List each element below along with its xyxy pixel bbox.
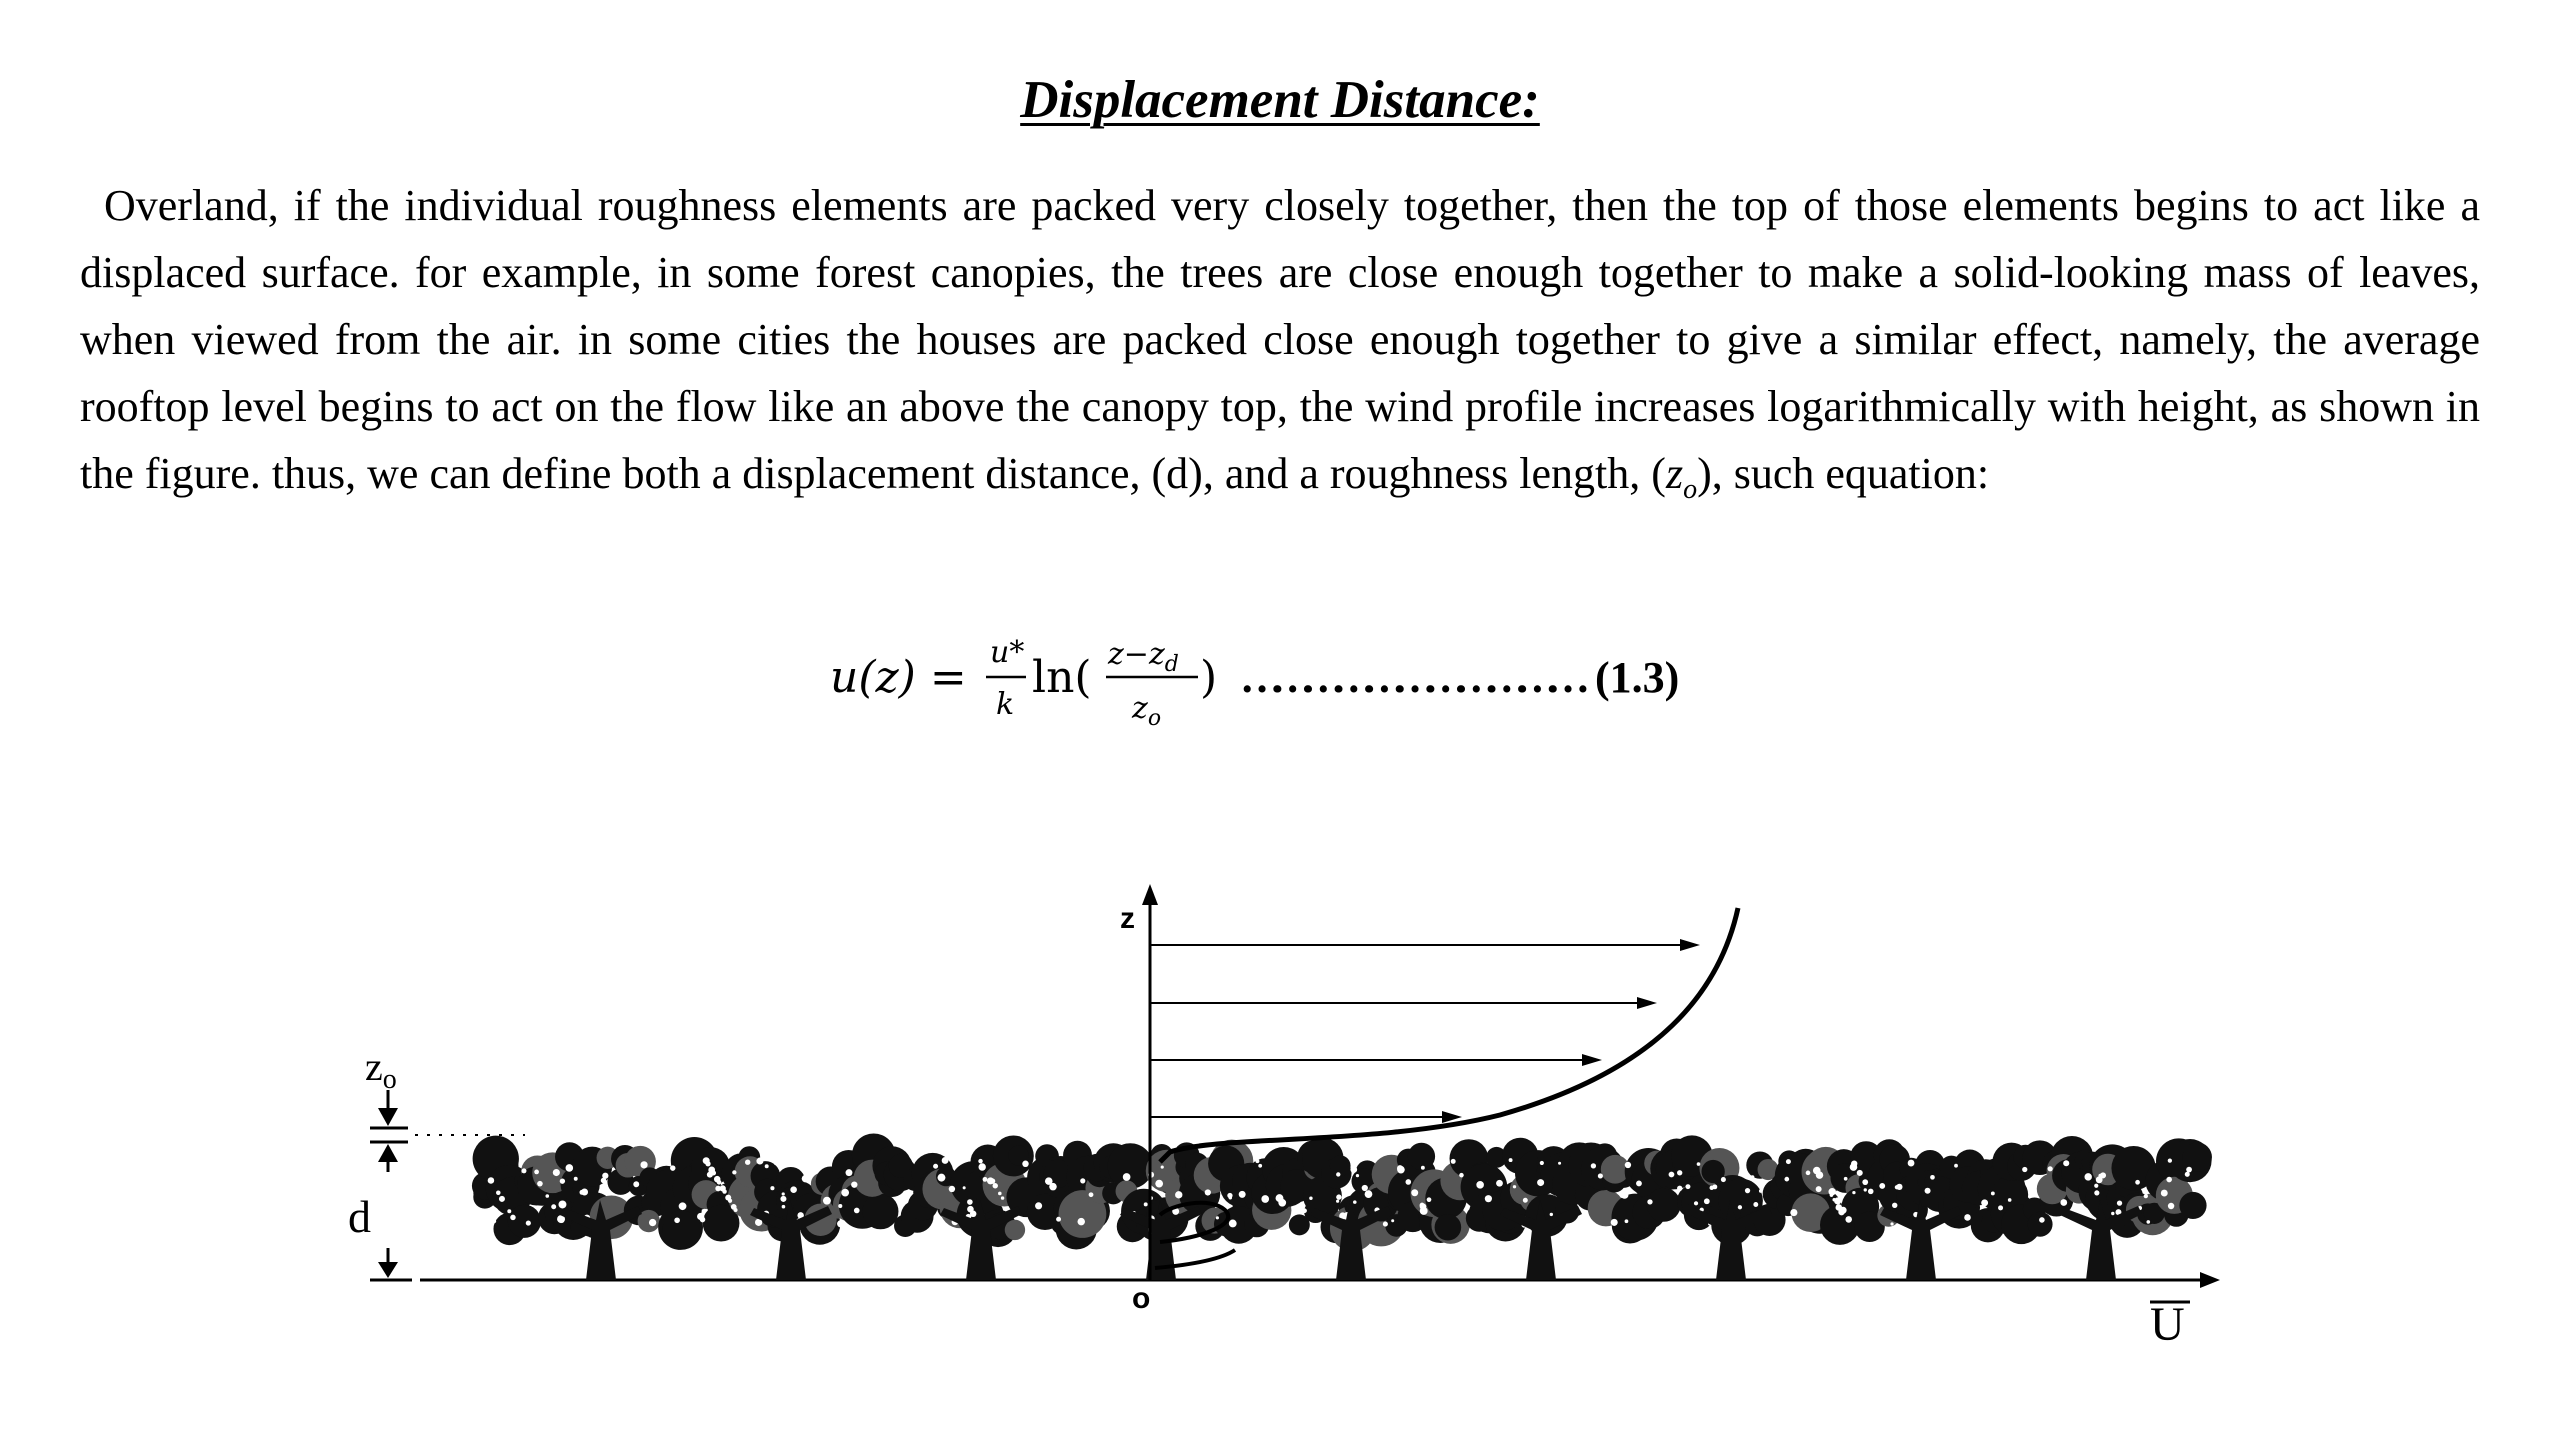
canopy-texture	[949, 1186, 955, 1192]
canopy-texture	[1391, 1219, 1394, 1222]
canopy-foliage	[508, 1205, 541, 1238]
canopy-texture	[2048, 1166, 2053, 1171]
canopy-texture	[841, 1189, 849, 1197]
zo-annotation: $z_o$	[365, 1044, 397, 1095]
paragraph-text-after: ), such equation:	[1697, 449, 1990, 498]
canopy-texture	[806, 1161, 812, 1167]
canopy-texture	[1045, 1177, 1053, 1185]
canopy-texture	[2166, 1177, 2172, 1183]
canopy-texture	[488, 1177, 495, 1184]
canopy-texture	[522, 1168, 527, 1173]
canopy-texture	[545, 1194, 549, 1198]
canopy-texture	[1621, 1191, 1629, 1199]
canopy-texture	[2008, 1198, 2012, 1202]
canopy-texture	[773, 1158, 780, 1165]
canopy-texture	[2098, 1174, 2102, 1178]
paragraph-text-before: Overland, if the individual roughness elements are packed very closely together, then the top of those elements begins to act like a displaced surface. for example, in some forest canopies, the trees are close enough together to make a solid-looking mass of leaves, when viewed from the air. in some cities the houses are packed close enough together to give a similar effect, namely, the average rooftop level begins to act on the flow like an above the canopy top, the wind profile increases logarithmically with height, as shown in the figure. thus, we can define both a displacement distance, (d), and a roughness length, (	[80, 181, 2480, 498]
canopy-texture	[2168, 1158, 2172, 1162]
canopy-texture	[963, 1186, 966, 1189]
canopy-texture	[1144, 1202, 1148, 1206]
canopy-texture	[1844, 1177, 1848, 1181]
canopy-texture	[499, 1196, 505, 1202]
canopy-texture	[1598, 1173, 1603, 1178]
canopy-texture	[978, 1163, 985, 1170]
canopy-texture	[1229, 1196, 1232, 1199]
canopy-texture	[722, 1189, 726, 1193]
canopy-texture	[1830, 1193, 1834, 1197]
canopy-texture	[933, 1164, 938, 1169]
canopy-texture	[967, 1199, 973, 1205]
canopy-texture	[1636, 1181, 1642, 1187]
canopy-texture	[1625, 1219, 1629, 1223]
canopy-texture	[854, 1208, 860, 1214]
canopy-foliage	[1435, 1214, 1462, 1241]
canopy-texture	[2146, 1220, 2150, 1224]
log-wind-profile-curve	[1160, 908, 1738, 1162]
canopy-texture	[1476, 1181, 1484, 1189]
canopy-texture	[1155, 1180, 1163, 1188]
canopy-texture	[1864, 1188, 1867, 1191]
body-paragraph	[80, 172, 2480, 523]
canopy-texture	[551, 1204, 556, 1209]
u-axis-arrowhead	[2200, 1272, 2220, 1288]
canopy-texture	[1611, 1219, 1618, 1226]
canopy-texture	[1786, 1159, 1791, 1164]
canopy-texture	[1216, 1216, 1219, 1219]
canopy-texture	[1362, 1185, 1368, 1191]
canopy-texture	[1879, 1183, 1885, 1189]
canopy-texture	[770, 1186, 774, 1190]
canopy-texture	[1080, 1178, 1085, 1183]
canopy-texture	[1405, 1179, 1411, 1185]
canopy-texture	[670, 1165, 675, 1170]
canopy-texture	[1336, 1200, 1339, 1203]
canopy-texture	[756, 1158, 763, 1165]
canopy-texture	[1353, 1200, 1357, 1204]
canopy-texture	[2031, 1181, 2036, 1186]
canopy-texture	[1890, 1222, 1893, 1225]
canopy-texture	[732, 1170, 736, 1174]
canopy-texture	[1540, 1161, 1544, 1165]
equation-inner-denominator: $z_o$	[1132, 691, 1162, 731]
canopy-texture	[734, 1208, 738, 1212]
canopy-texture	[1175, 1191, 1182, 1198]
canopy-texture	[1790, 1209, 1797, 1216]
canopy-texture	[537, 1181, 543, 1187]
canopy-texture	[519, 1163, 522, 1166]
canopy-texture	[1278, 1199, 1286, 1207]
canopy-texture	[1709, 1186, 1713, 1190]
canopy-texture	[990, 1178, 996, 1184]
canopy-texture	[1509, 1158, 1513, 1162]
z-axis-label: z	[1120, 902, 1135, 935]
canopy-texture	[1001, 1196, 1004, 1199]
wind-profile-arrows	[1150, 939, 1700, 1123]
canopy-texture	[1558, 1162, 1561, 1165]
canopy-texture	[674, 1217, 680, 1223]
canopy-texture	[2084, 1173, 2091, 1180]
wind-arrowhead-3	[1582, 1054, 1602, 1066]
page-title	[0, 70, 2560, 130]
canopy-texture	[1421, 1166, 1425, 1170]
canopy-texture	[560, 1218, 565, 1223]
canopy-texture	[728, 1199, 732, 1203]
canopy-texture	[574, 1177, 578, 1181]
wind-arrowhead-2	[1637, 997, 1657, 1009]
canopy-texture	[1745, 1188, 1750, 1193]
canopy-texture	[1485, 1195, 1492, 1202]
canopy-texture	[496, 1191, 501, 1196]
canopy-texture	[1816, 1186, 1822, 1192]
canopy-texture	[1806, 1171, 1811, 1176]
canopy-texture	[1350, 1166, 1357, 1173]
canopy-texture	[1845, 1216, 1852, 1223]
canopy-foliage	[663, 1210, 701, 1248]
canopy-texture	[983, 1177, 988, 1182]
canopy-texture	[2161, 1190, 2168, 1197]
canopy-texture	[2185, 1172, 2190, 1177]
z-axis-arrowhead	[1142, 884, 1158, 905]
canopy-texture	[1738, 1205, 1742, 1209]
canopy-texture	[526, 1220, 531, 1225]
canopy-texture	[2135, 1180, 2140, 1185]
canopy-texture	[1239, 1191, 1246, 1198]
canopy-texture	[601, 1178, 607, 1184]
equation-svg	[820, 620, 1920, 740]
u-axis-label: U	[2150, 1298, 2185, 1351]
canopy-texture	[1258, 1164, 1262, 1168]
canopy-texture	[1704, 1198, 1710, 1204]
canopy-texture	[1964, 1214, 1971, 1221]
canopy-texture	[492, 1219, 496, 1223]
canopy-texture	[1302, 1208, 1307, 1213]
equation-close-paren: )	[1200, 652, 1218, 703]
equation-ln: ln(	[1032, 652, 1092, 703]
tree-trunk	[560, 1200, 642, 1280]
canopy-texture	[2094, 1190, 2099, 1195]
canopy-texture	[780, 1196, 786, 1202]
canopy-texture	[1998, 1205, 2003, 1210]
canopy-texture	[1513, 1185, 1516, 1188]
canopy-texture	[1123, 1173, 1131, 1181]
canopy-texture	[1261, 1195, 1269, 1203]
canopy-texture	[1591, 1163, 1596, 1168]
canopy-texture	[2083, 1209, 2090, 1216]
canopy-texture	[1356, 1174, 1359, 1177]
canopy-texture	[2063, 1160, 2069, 1166]
canopy-texture	[837, 1220, 844, 1227]
canopy-texture	[705, 1161, 710, 1166]
canopy-texture	[1954, 1164, 1958, 1168]
equation-number: (1.3)	[1595, 653, 1680, 702]
canopy-texture	[711, 1171, 716, 1176]
canopy-texture	[2022, 1167, 2027, 1172]
zo-base: z	[1665, 449, 1684, 498]
canopy-texture	[851, 1182, 857, 1188]
equation-1-3	[0, 620, 2560, 740]
canopy-texture	[765, 1164, 769, 1168]
canopy-foliage	[1408, 1143, 1435, 1170]
canopy-texture	[2144, 1194, 2148, 1198]
canopy-texture	[649, 1219, 656, 1226]
canopy-texture	[2111, 1212, 2114, 1215]
canopy-texture	[978, 1159, 982, 1163]
canopy-texture	[1753, 1202, 1758, 1207]
canopy-texture	[2060, 1199, 2067, 1206]
canopy-foliage	[1647, 1188, 1681, 1222]
equation-leader-dots: ……………………………	[1240, 653, 1590, 702]
canopy-texture	[1496, 1180, 1503, 1187]
wind-arrowhead-1	[1680, 939, 1700, 951]
canopy-texture	[640, 1161, 647, 1168]
tree-trunk	[1690, 1200, 1772, 1280]
canopy-texture	[1537, 1179, 1544, 1186]
canopy-texture	[1336, 1194, 1341, 1199]
canopy-foliage	[2028, 1212, 2053, 1237]
canopy-texture	[790, 1186, 797, 1193]
canopy-texture	[998, 1192, 1002, 1196]
canopy-texture	[560, 1178, 565, 1183]
equation-lhs: u(z) =	[830, 652, 967, 703]
canopy-texture	[1420, 1203, 1427, 1210]
canopy-texture	[938, 1174, 946, 1182]
forest-canopy	[472, 1133, 2212, 1280]
canopy-texture	[993, 1183, 998, 1188]
canopy-texture	[1750, 1175, 1754, 1179]
canopy-texture	[579, 1190, 584, 1195]
roughness-length-symbol	[1665, 449, 1698, 505]
equation-inner-numerator: $z-z_d$	[1108, 637, 1179, 677]
canopy-texture	[1862, 1179, 1868, 1185]
canopy-texture	[823, 1197, 831, 1205]
canopy-texture	[700, 1217, 706, 1223]
canopy-texture	[1981, 1199, 1988, 1206]
canopy-texture	[1459, 1173, 1464, 1178]
canopy-texture	[1852, 1191, 1855, 1194]
canopy-texture	[1669, 1172, 1675, 1178]
canopy-texture	[1116, 1205, 1121, 1210]
zo-subscript: o	[1683, 473, 1698, 505]
canopy-texture	[1035, 1202, 1042, 1209]
canopy-texture	[679, 1202, 687, 1210]
canopy-texture	[2117, 1200, 2122, 1205]
canopy-texture	[717, 1180, 722, 1185]
canopy-texture	[1451, 1159, 1456, 1164]
displacement-figure	[320, 870, 2280, 1370]
canopy-texture	[1677, 1170, 1682, 1175]
canopy-texture	[1895, 1185, 1899, 1189]
canopy-texture	[553, 1169, 560, 1176]
canopy-texture	[1309, 1196, 1312, 1199]
canopy-texture	[745, 1160, 750, 1165]
page-title-text: Displacement Distance:	[1020, 71, 1540, 129]
canopy-texture	[1868, 1189, 1874, 1195]
canopy-texture	[1205, 1189, 1211, 1195]
canopy-texture	[794, 1163, 798, 1167]
canopy-texture	[1991, 1191, 1995, 1195]
equation-denominator-k: k	[996, 687, 1015, 722]
canopy-texture	[846, 1169, 853, 1176]
canopy-texture	[1523, 1198, 1528, 1203]
canopy-texture	[1925, 1188, 1931, 1194]
d-annotation: d	[348, 1191, 371, 1242]
canopy-texture	[510, 1215, 515, 1220]
canopy-texture	[566, 1164, 574, 1172]
canopy-texture	[507, 1209, 511, 1213]
canopy-texture	[782, 1192, 785, 1195]
equation-numerator-u: u*	[990, 635, 1025, 670]
canopy-texture	[1255, 1159, 1259, 1163]
canopy-texture	[1784, 1177, 1789, 1182]
canopy-texture	[1697, 1162, 1701, 1166]
canopy-foliage	[1005, 1220, 1025, 1240]
canopy-texture	[1838, 1209, 1844, 1215]
canopy-texture	[1892, 1203, 1897, 1208]
canopy-texture	[1832, 1198, 1835, 1201]
canopy-texture	[1056, 1217, 1061, 1222]
canopy-texture	[942, 1157, 949, 1164]
origin-label: o	[1132, 1282, 1151, 1315]
canopy-texture	[793, 1159, 796, 1162]
canopy-texture	[1685, 1184, 1690, 1189]
canopy-texture	[2039, 1217, 2045, 1223]
canopy-texture	[2168, 1203, 2174, 1209]
tree-trunk	[2060, 1200, 2142, 1280]
canopy-foliage	[2182, 1142, 2212, 1172]
canopy-texture	[1857, 1170, 1863, 1176]
canopy-texture	[1411, 1189, 1418, 1196]
canopy-texture	[633, 1181, 639, 1187]
canopy-texture	[1365, 1190, 1373, 1198]
canopy-texture	[802, 1175, 810, 1183]
tree-trunk	[1880, 1200, 1962, 1280]
canopy-foliage	[2179, 1192, 2206, 1219]
canopy-texture	[1721, 1177, 1726, 1182]
canopy-texture	[1759, 1189, 1763, 1193]
canopy-texture	[1930, 1175, 1935, 1180]
canopy-texture	[1850, 1163, 1858, 1171]
canopy-texture	[1694, 1201, 1698, 1205]
canopy-foliage	[1330, 1155, 1351, 1176]
canopy-texture	[1908, 1160, 1915, 1167]
canopy-texture	[1625, 1162, 1631, 1168]
canopy-texture	[1383, 1221, 1388, 1226]
canopy-texture	[1677, 1186, 1682, 1191]
canopy-foliage	[863, 1193, 899, 1229]
canopy-texture	[2186, 1167, 2192, 1173]
canopy-texture	[1077, 1218, 1084, 1225]
canopy-texture	[838, 1204, 842, 1208]
canopy-texture	[534, 1170, 539, 1175]
canopy-texture	[2094, 1184, 2098, 1188]
canopy-texture	[1229, 1220, 1237, 1228]
canopy-texture	[782, 1205, 786, 1209]
canopy-texture	[1647, 1199, 1652, 1204]
canopy-texture	[1022, 1161, 1028, 1167]
canopy-texture	[1397, 1166, 1405, 1174]
canopy-texture	[1427, 1197, 1432, 1202]
canopy-texture	[1550, 1213, 1553, 1216]
canopy-texture	[1161, 1166, 1164, 1169]
canopy-texture	[1816, 1171, 1823, 1178]
canopy-texture	[1336, 1172, 1340, 1176]
canopy-texture	[1089, 1192, 1094, 1197]
canopy-texture	[558, 1200, 566, 1208]
